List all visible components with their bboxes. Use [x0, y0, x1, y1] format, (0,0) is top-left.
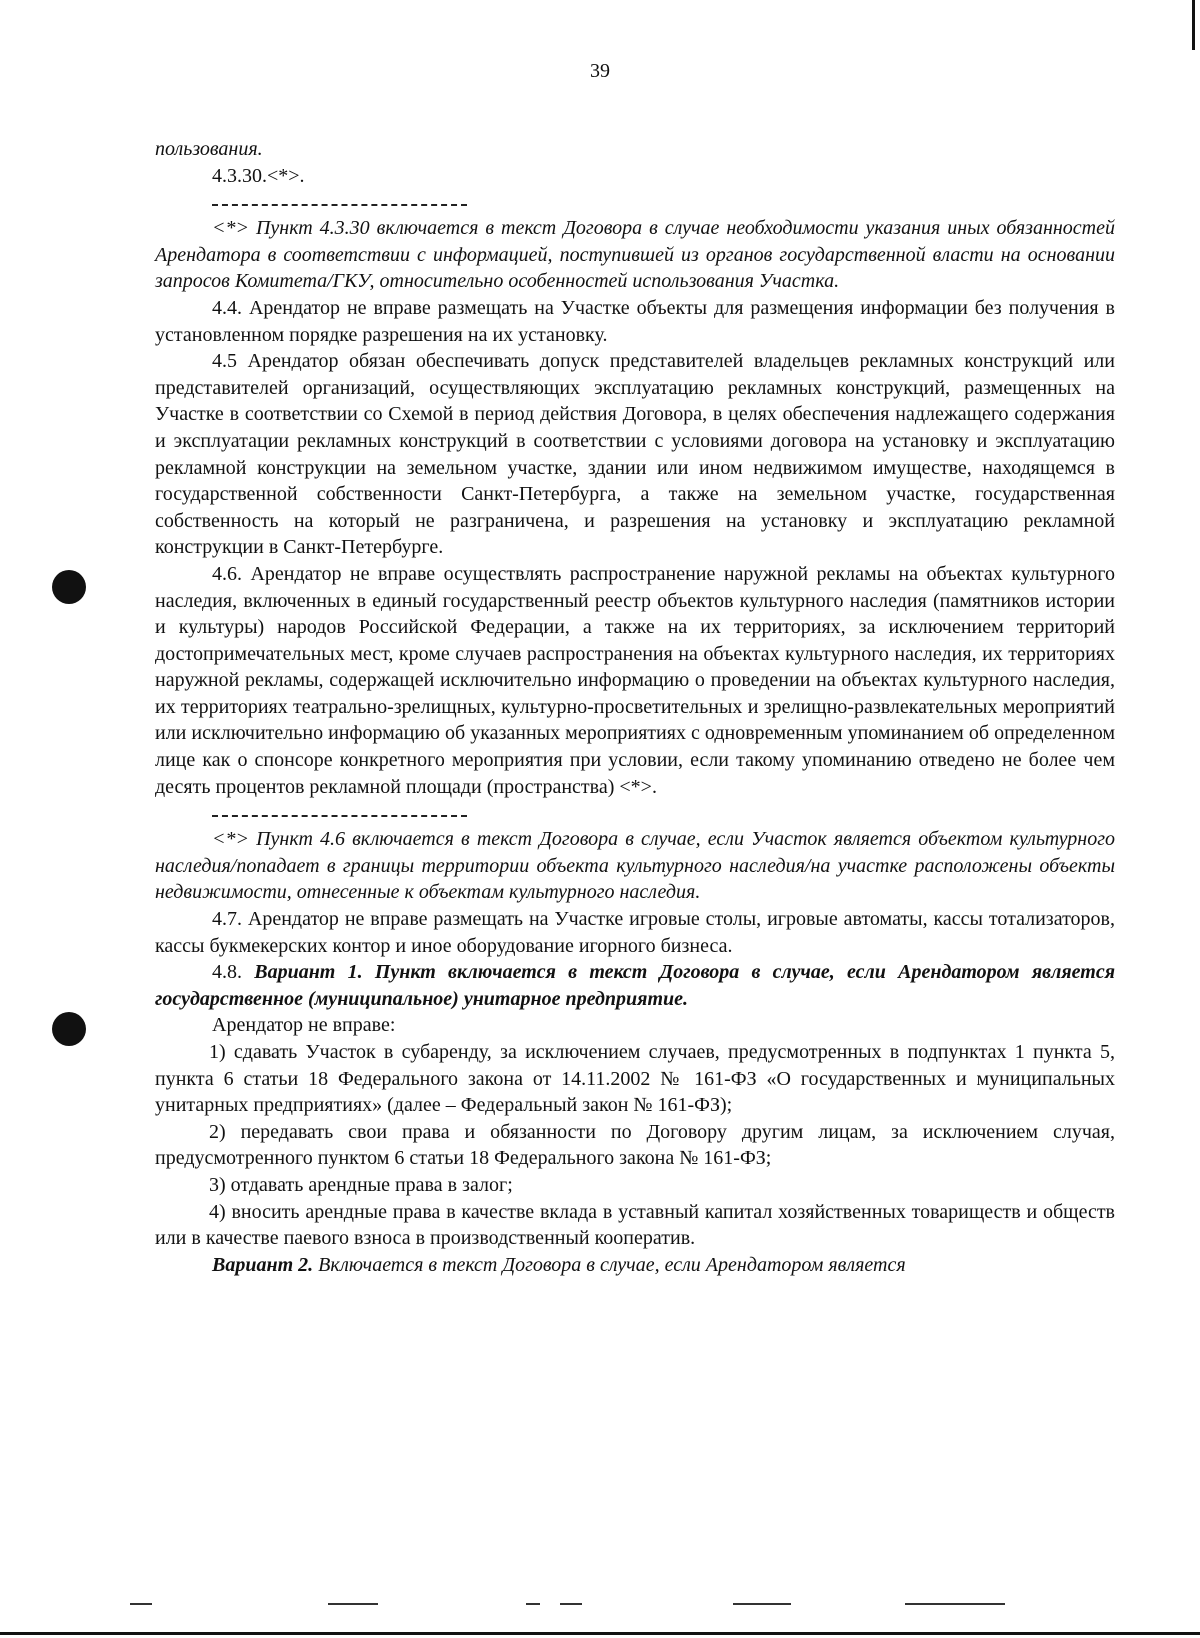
clause-4-3-30: 4.3.30.<*>. [212, 164, 305, 187]
clause-4-6: 4.6. Арендатор не вправе осуществлять распространение наружной рекламы на объектах культурного наследия, включенных в единый государственный реестр объектов культурного наследия (памятников истории и культуры) народов Российской Федерации, а также на их территориях, за исключением территорий достопримечательных мест, кроме случаев распространения на объектах культурного наследия, их территориях наружной рекламы, содержащей исключительно информацию о проведении на объектах культурного наследия, их территориях театрально-зрелищных, культурно-просветительных и зрелищно-развлекательных мероприятий или исключительно информацию об указанных мероприятиях с одновременным упоминанием об определенном лице как о спонсоре конкретного мероприятия при условии, если такому упоминанию отведено не более чем десять процентов рекламной площади (пространства) <*>. [155, 562, 1115, 798]
variant-1-heading: Вариант 1. Пункт включается в текст Договора в случае, если Арендатором является государственное (муниципальное) унитарное предприятие. [155, 961, 1115, 1010]
footnote-4-6: <*> Пункт 4.6 включается в текст Договора в случае, если Участок является объектом культурного наследия/попадает в границы территории объекта культурного наследия/на участке расположены объекты недвижимости, отнесенные к объектам культурного наследия. [155, 828, 1115, 904]
prohibitions-intro: Арендатор не вправе: [212, 1014, 396, 1037]
variant-2-label: Вариант 2. [212, 1253, 314, 1276]
clause-4-8 [155, 959, 1115, 1012]
prohibition-item-4: 4) вносить арендные права в качестве вклада в уставный капитал хозяйственных товариществ и обществ или в качестве паевого взноса в производственный кооператив. [155, 1200, 1115, 1250]
scan-artifacts [0, 1603, 1200, 1613]
scan-bottom-edge [0, 1632, 1200, 1635]
variant-2 [155, 1252, 1115, 1279]
clause-4-5: 4.5 Арендатор обязан обеспечивать допуск представителей владельцев рекламных конструкций или представителей организаций, осуществляющих эксплуатацию рекламных конструкций, размещенных на Участке в соответствии со Схемой в период действия Договора, в целях обеспечения надлежащего содержания и эксплуатации рекламных конструкций в соответствии с условиями договора на установку и эксплуатацию рекламной конструкции на земельном участке, здании или ином недвижимом имуществе, находящемся в государственной собственности Санкт-Петербурга, а также на земельном участке, государственная собственность на который не разграничена, и разрешения на установку и эксплуатацию рекламной конструкции в Санкт-Петербурге. [155, 350, 1115, 559]
footnote-separator [155, 800, 1115, 826]
document-body [155, 136, 1115, 1278]
prohibition-item-1: 1) сдавать Участок в субаренду, за исключением случаев, предусмотренных в подпунктах 1 пункта 5, пункта 6 статьи 18 Федерального закона от 14.11.2002 № 161-ФЗ «О государственных и муниципальных унитарных предприятиях» (далее – Федеральный закон № 161-ФЗ); [155, 1041, 1115, 1117]
scan-edge-line [1192, 0, 1195, 50]
footnote-separator [155, 189, 1115, 215]
prohibition-item-2: 2) передавать свои права и обязанности по Договору другим лицам, за исключением случая, предусмотренного пунктом 6 статьи 18 Федерального закона № 161-ФЗ; [155, 1120, 1115, 1170]
clause-4-7: 4.7. Арендатор не вправе размещать на Участке игровые столы, игровые автоматы, кассы тотализаторов, кассы букмекерских контор и иное оборудование игорного бизнеса. [155, 908, 1115, 957]
clause-number: 4.8. [212, 961, 242, 984]
footnote-4-3-30: <*> Пункт 4.3.30 включается в текст Договора в случае необходимости указания иных обязанностей Арендатора в соответствии с информацией, поступившей из органов государственной власти на основании запросов Комитета/ГКУ, относительно особенностей использования Участка. [155, 217, 1115, 293]
prohibition-item-3: 3) отдавать арендные права в залог; [209, 1173, 513, 1196]
variant-2-text: Включается в текст Договора в случае, если Арендатором является [318, 1253, 906, 1276]
clause-4-4: 4.4. Арендатор не вправе размещать на Участке объекты для размещения информации без получения в установленном порядке разрешения на их установку. [155, 296, 1115, 346]
punch-hole [52, 570, 86, 604]
page-number: 39 [590, 60, 610, 82]
punch-hole [52, 1012, 86, 1046]
continued-text: пользования. [155, 138, 263, 160]
